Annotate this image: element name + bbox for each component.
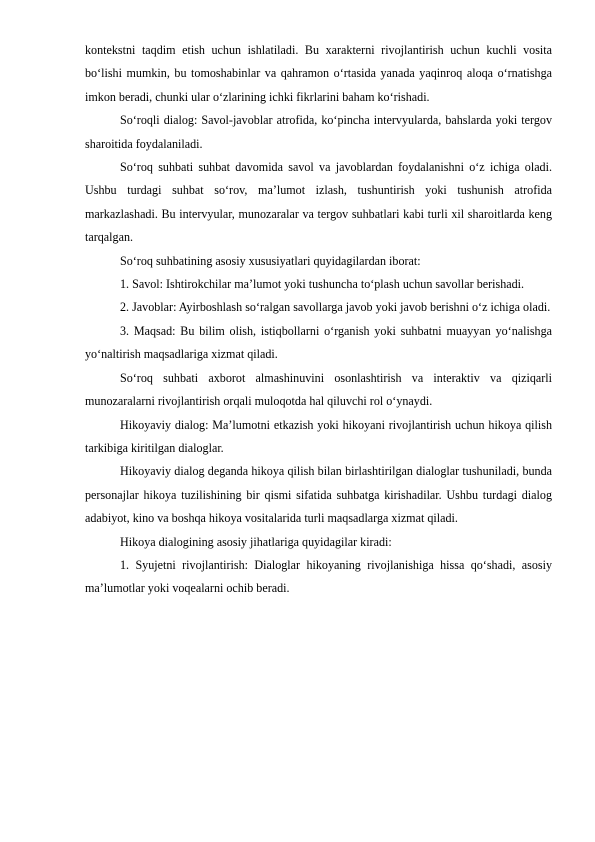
list-item-purpose: 3. Maqsad: Bu bilim olish, istiqbollarni o‘rganish yoki suhbatni muayyan yo‘nalishga yo‘naltirish maqsadlariga xizmat qiladi. [85, 323, 552, 362]
list-item-answers: 2. Javoblar: Ayirboshlash so‘ralgan savollarga javob yoki javob berishni o‘z ichiga oladi. [120, 300, 551, 315]
document-body [85, 39, 552, 601]
list-item-question: 1. Savol: Ishtirokchilar ma’lumot yoki tushuncha to‘plash uchun savollar berishadi. [120, 277, 525, 292]
paragraph-interrogative-dialog-definition: So‘roqli dialog: Savol-javoblar atrofida, ko‘pincha intervyularda, bahslarda yoki tergov sharoitida foydalaniladi. [85, 113, 552, 151]
paragraph-interrogative-features-intro: So‘roq suhbatining asosiy xususiyatlari quyidagilardan iborat: [120, 253, 421, 268]
list-item-plot-development: 1. Syujetni rivojlantirish: Dialoglar hikoyaning rivojlanishiga hissa qo‘shadi, asosiy ma’lumotlar yoki voqealarni ochib beradi. [85, 557, 552, 596]
paragraph-interrogative-dialog-description: So‘roq suhbati suhbat davomida savol va javoblardan foydalanishni o‘z ichiga oladi. Ushbu turdagi suhbat so‘rov, ma’lumot izlash, tushuntirish yoki tushunish atrofida markazlashadi. Bu intervyular, munozaralar va tergov suhbatlari kabi turli xil sharoitlarda keng tarqalgan. [85, 160, 552, 245]
paragraph-narrative-dialog-description: Hikoyaviy dialog deganda hikoya qilish bilan birlashtirilgan dialoglar tushuniladi, bunda personajlar hikoya tuzilishining bir qismi sifatida suhbatga kirishadilar. Ushbu turdagi dialog adabiyot, kino va boshqa hikoya vositalarida turli maqsadlarga xizmat qiladi. [85, 464, 552, 526]
paragraph-continuation: kontekstni taqdim etish uchun ishlatiladi. Bu xarakterni rivojlantirish uchun kuchli vosita bo‘lishi mumkin, bu tomoshabinlar va qahramon o‘rtasida yanada yaqinroq aloqa o‘rnatishga imkon beradi, chunki ular o‘zlarining ichki fikrlarini baham ko‘rishadi. [85, 43, 552, 104]
paragraph-narrative-dialog-definition: Hikoyaviy dialog: Ma’lumotni etkazish yoki hikoyani rivojlantirish uchun hikoya qilish tarkibiga kiritilgan dialoglar. [85, 417, 552, 455]
paragraph-interrogative-role: So‘roq suhbati axborot almashinuvini osonlashtirish va interaktiv va qiziqarli munozaralarni rivojlantirish orqali muloqotda hal qiluvchi rol o‘ynaydi. [85, 370, 552, 409]
paragraph-narrative-aspects-intro: Hikoya dialogining asosiy jihatlariga quyidagilar kiradi: [120, 534, 392, 549]
